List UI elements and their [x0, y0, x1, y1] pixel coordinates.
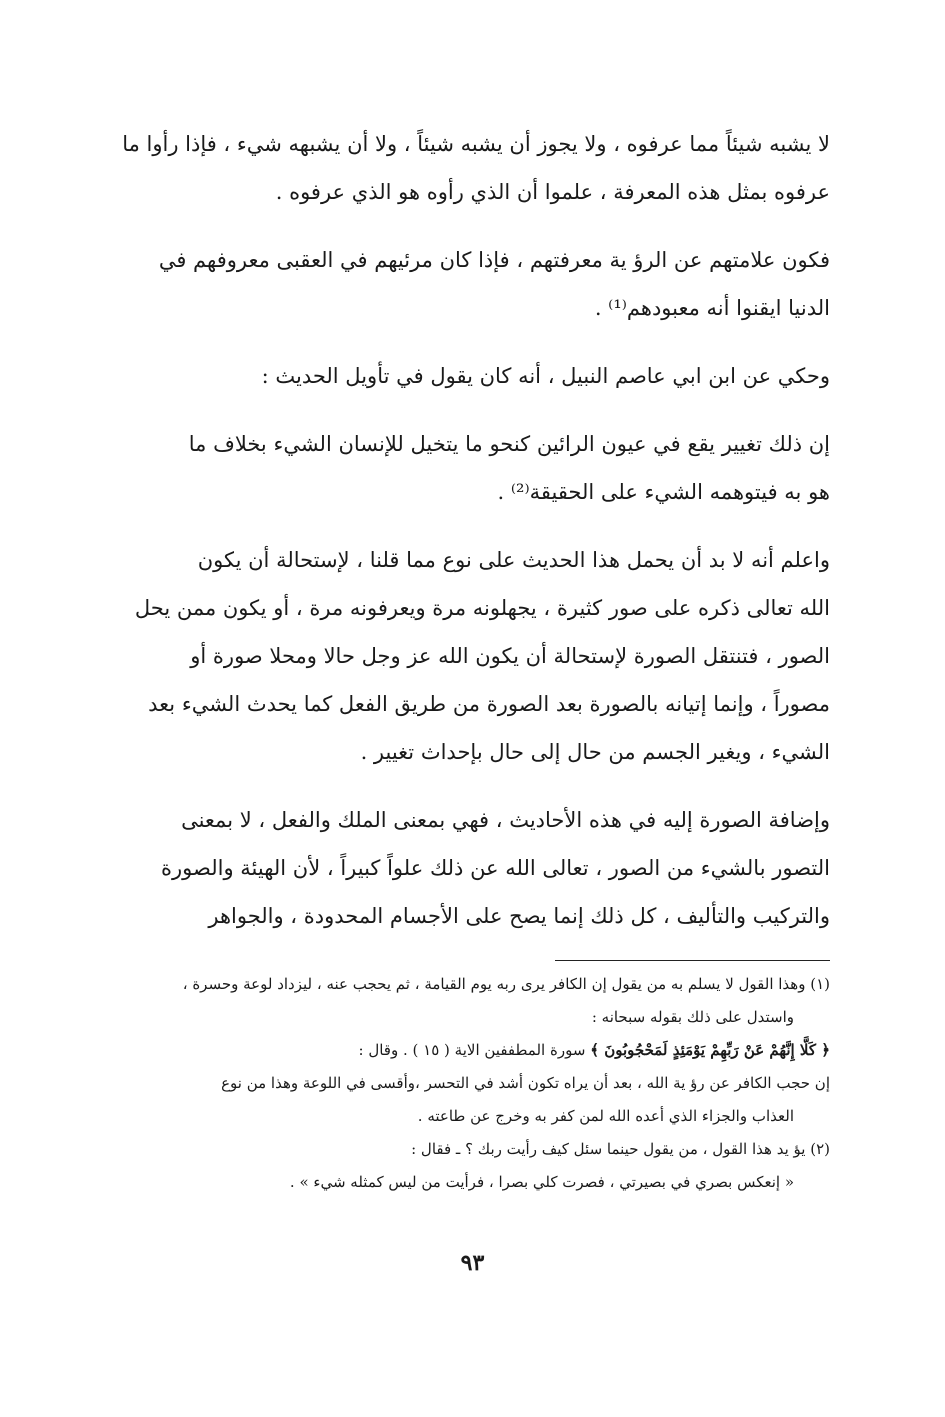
page-number: ٩٣	[460, 1250, 485, 1276]
text-line: وحكي عن ابن ابي عاصم النبيل ، أنه كان يقول في تأويل الحديث :	[261, 364, 830, 388]
text-line: إن ذلك تغيير يقع في عيون الرائين كنحو ما يتخيل للإنسان الشيء بخلاف ما	[188, 432, 830, 456]
text-line: الله تعالى ذكره على صور كثيرة ، يجهلونه مرة ويعرفونه مرة ، أو يكون ممن يحل	[134, 596, 830, 620]
paragraph-1	[118, 120, 830, 216]
text-line: والتركيب والتأليف ، كل ذلك إنما يصح على الأجسام المحدودة ، والجواهر	[208, 904, 830, 928]
text-line: وإضافة الصورة إليه في هذه الأحاديث ، فهي بمعنى الملك والفعل ، لا بمعنى	[181, 808, 830, 832]
paragraph-2	[118, 236, 830, 332]
text-line: هو به فيتوهمه الشيء على الحقيقة⁽²⁾ .	[497, 480, 830, 504]
text-line: الدنيا ايقنوا أنه معبودهم⁽¹⁾ .	[594, 296, 830, 320]
text-line: فكون علامتهم عن الرؤ ية معرفتهم ، فإذا كان مرئيهم في العقبى معروفهم في	[158, 248, 830, 272]
footnote-1-line: إن حجب الكافر عن رؤ ية الله ، بعد أن يراه تكون أشد في التحسر ،وأقسى في اللوعة وهذا من نوع	[221, 1074, 830, 1092]
footnote-1-verse-line	[118, 1034, 830, 1067]
footnote-2-line: (٢) يؤ يد هذا القول ، من يقول حينما سئل كيف رأيت ربك ؟ ـ فقال :	[411, 1140, 830, 1158]
footnote-1-line: واستدل على ذلك بقوله سبحانه :	[591, 1008, 794, 1026]
main-text	[118, 120, 830, 960]
paragraph-3	[118, 352, 830, 400]
text-line: التصور بالشيء من الصور ، تعالى الله عن ذلك علواً كبيراً ، لأن الهيئة والصورة	[161, 856, 830, 880]
footnote-divider	[555, 960, 830, 961]
text-line: الصور ، فتنتقل الصورة لإستحالة أن يكون الله عز وجل حالا ومحلا صورة أو	[190, 644, 830, 668]
paragraph-4	[118, 420, 830, 516]
text-line: عرفوه بمثل هذه المعرفة ، علموا أن الذي رأوه هو الذي عرفوه .	[275, 180, 830, 204]
quran-verse: ﴿ كَلَّا إِنَّهُمْ عَنْ رَبِّهِمْ يَوْمَئِذٍ لَمَحْجُوبُونَ ﴾	[590, 1041, 830, 1059]
text-line: مصوراً ، وإنما إتيانه بالصورة بعد الصورة من طريق الفعل كما يحدث الشيء بعد	[148, 692, 830, 716]
footnote-2-line: « إنعكس بصري في بصيرتي ، فصرت كلي بصرا ، فرأيت من ليس كمثله شيء » .	[289, 1173, 794, 1191]
text-line: الشيء ، ويغير الجسم من حال إلى حال بإحداث تغيير .	[360, 740, 830, 764]
text-line: واعلم أنه لا بد أن يحمل هذا الحديث على نوع مما قلنا ، لإستحالة أن يكون	[197, 548, 830, 572]
paragraph-5	[118, 536, 830, 776]
paragraph-6	[118, 796, 830, 940]
footnote-1-line: (١) وهذا القول لا يسلم به من يقول إن الكافر يرى ربه يوم القيامة ، ثم يحجب عنه ، ليزداد لوعة وحسرة ،	[182, 975, 830, 993]
text-line: لا يشبه شيئاً مما عرفوه ، ولا يجوز أن يشبه شيئاً ، ولا أن يشبهه شيء ، فإذا رأوا ما	[122, 132, 830, 156]
verse-reference: سورة المطففين الاية ( ١٥ ) . وقال :	[358, 1041, 586, 1059]
footnote-1-line: العذاب والجزاء الذي أعده الله لمن كفر به وخرج عن طاعته .	[417, 1107, 794, 1125]
footnotes	[118, 968, 830, 1199]
